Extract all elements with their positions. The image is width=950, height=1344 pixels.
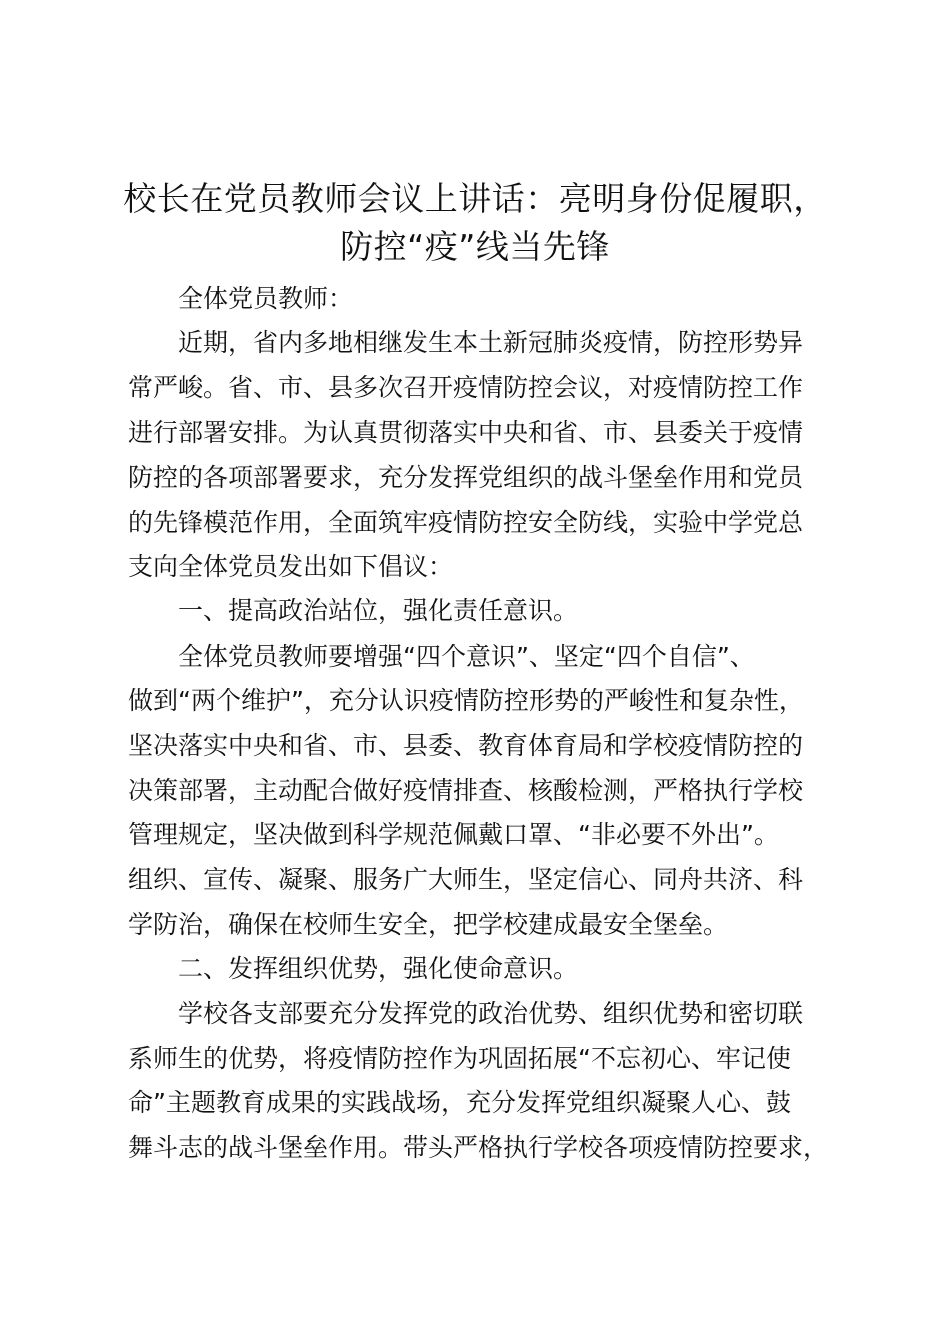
section-heading-2: 二、发挥组织优势，强化使命意识。	[178, 954, 579, 983]
paragraph-line: 的先锋模范作用，全面筑牢疫情防控安全防线，实验中学党总	[128, 508, 804, 537]
paragraph-line: 管理规定，坚决做到科学规范佩戴口罩、“非必要不外出”。	[128, 820, 779, 849]
paragraph-line: 组织、宣传、凝聚、服务广大师生，坚定信心、同舟共济、科	[128, 865, 804, 894]
paragraph-line: 学防治，确保在校师生安全，把学校建成最安全堡垒。	[128, 910, 729, 939]
document-title-line-1: 校长在党员教师会议上讲话：亮明身份促履职，	[123, 179, 827, 218]
salutation: 全体党员教师：	[178, 284, 354, 313]
paragraph-line: 学校各支部要充分发挥党的政治优势、组织优势和密切联	[178, 999, 804, 1028]
paragraph-line: 舞斗志的战斗堡垒作用。带头严格执行学校各项疫情防控要求，	[128, 1133, 829, 1162]
paragraph-line: 防控的各项部署要求，充分发挥党组织的战斗堡垒作用和党员	[128, 463, 804, 492]
paragraph-line: 近期，省内多地相继发生本土新冠肺炎疫情，防控形势异	[178, 328, 804, 357]
paragraph-line: 进行部署安排。为认真贯彻落实中央和省、市、县委关于疫情	[128, 418, 804, 447]
paragraph-line: 命”主题教育成果的实践战场，充分发挥党组织凝聚人心、鼓	[128, 1088, 791, 1117]
section-heading-1: 一、提高政治站位，强化责任意识。	[178, 596, 579, 625]
document-title-line-2: 防控“疫”线当先锋	[340, 227, 610, 266]
paragraph-line: 系师生的优势，将疫情防控作为巩固拓展“不忘初心、牢记使	[128, 1044, 791, 1073]
paragraph-line: 支向全体党员发出如下倡议：	[128, 552, 454, 581]
paragraph-line: 做到“两个维护”，充分认识疫情防控形势的严峻性和复杂性，	[128, 686, 804, 715]
paragraph-line: 常严峻。省、市、县多次召开疫情防控会议，对疫情防控工作	[128, 373, 804, 402]
paragraph-line: 决策部署，主动配合做好疫情排查、核酸检测，严格执行学校	[128, 776, 804, 805]
paragraph-line: 全体党员教师要增强“四个意识”、坚定“四个自信”、	[178, 642, 755, 671]
paragraph-line: 坚决落实中央和省、市、县委、教育体育局和学校疫情防控的	[128, 731, 804, 760]
